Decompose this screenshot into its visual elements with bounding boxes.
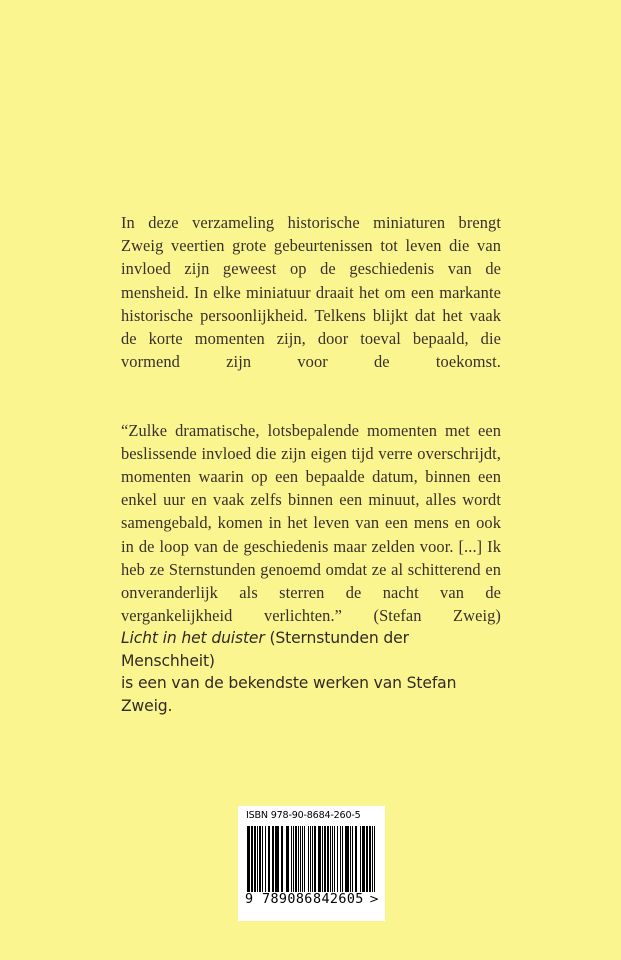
barcode-bar bbox=[282, 826, 283, 892]
barcode-bar bbox=[337, 826, 338, 892]
barcode-bar bbox=[257, 826, 258, 892]
barcode-bar bbox=[327, 826, 329, 892]
ean-right-group: 842605 bbox=[313, 892, 364, 907]
tagline-block bbox=[121, 627, 506, 717]
barcode-bar bbox=[265, 826, 266, 892]
barcode-bar bbox=[340, 826, 342, 892]
barcode-bar bbox=[366, 826, 368, 892]
barcode-bar bbox=[259, 826, 261, 892]
barcode-bar bbox=[322, 826, 323, 892]
barcode-bar bbox=[369, 826, 371, 892]
isbn-number-label: ISBN 978-90-8684-260-5 bbox=[246, 810, 361, 821]
barcode-bars bbox=[247, 826, 376, 892]
barcode-bar bbox=[251, 826, 253, 892]
barcode-bar bbox=[262, 826, 263, 892]
barcode-bar bbox=[334, 826, 335, 892]
ean-left-group: 789086 bbox=[262, 892, 313, 907]
tagline-line-2: is een van de bekendste werken van Stefan Zweig. bbox=[121, 674, 457, 715]
barcode-bar bbox=[291, 826, 292, 892]
barcode-bar bbox=[269, 826, 270, 892]
barcode-bar bbox=[300, 826, 301, 892]
barcode-bar bbox=[254, 826, 256, 892]
ean-digit-row bbox=[245, 892, 378, 910]
barcode-bar bbox=[356, 826, 357, 892]
blurb-paragraph-2-quote: “Zulke dramatische, lotsbepalende momenten met een beslissende invloed die zijn eigen tijd verre overschrijdt, momenten waarin op een bepaalde datum, binnen een enkel uur en vaak zelfs binnen een minuut, alles wordt samengebald, komen in het leven van een mens en ook in de loop van de geschiedenis maar zelden voor. [...] Ik heb ze Sternstunden genoemd omdat ze al schitterend en onveranderlijk als sterren de nacht van de vergankelijkheid verlichten.” (Stefan Zweig) bbox=[121, 420, 501, 626]
barcode-bar bbox=[346, 826, 348, 892]
tagline-line-1 bbox=[121, 627, 506, 672]
barcode-bar bbox=[308, 826, 309, 892]
barcode-bar bbox=[360, 826, 361, 892]
ean-addon-marker: > bbox=[369, 892, 380, 906]
barcode-bar bbox=[272, 826, 274, 892]
barcode-bar bbox=[332, 826, 334, 892]
barcode-bar bbox=[342, 826, 343, 892]
barcode-bar bbox=[275, 826, 277, 892]
ean-first-digit: 9 bbox=[245, 892, 254, 907]
barcode-bar bbox=[304, 826, 306, 892]
barcode-bar bbox=[295, 826, 297, 892]
barcode-bar bbox=[247, 826, 249, 892]
barcode-bar bbox=[287, 826, 289, 892]
blurb-paragraph-1: In deze verzameling historische miniaturen brengt Zweig veertien grote gebeurtenissen tot leven die van invloed zijn geweest op de geschiedenis van de mensheid. In elke miniatuur draait het om een markante historische persoonlijkheid. Telkens blijkt dat het vaak de korte momenten zijn, door toeval bepaald, die vormend zijn voor de toekomst. bbox=[121, 213, 501, 372]
isbn-barcode bbox=[238, 806, 385, 921]
barcode-bar bbox=[324, 826, 326, 892]
barcode-bar bbox=[374, 826, 376, 892]
barcode-bar bbox=[319, 826, 321, 892]
barcode-bar bbox=[277, 826, 279, 892]
tagline-original-title: (Sternstunden der Menschheit) bbox=[121, 629, 409, 670]
barcode-bar bbox=[350, 826, 352, 892]
barcode-bar bbox=[352, 826, 353, 892]
book-title: Licht in het duister bbox=[121, 629, 265, 647]
barcode-bar bbox=[362, 826, 364, 892]
blurb-text-block bbox=[121, 211, 501, 651]
barcode-bar bbox=[314, 826, 316, 892]
